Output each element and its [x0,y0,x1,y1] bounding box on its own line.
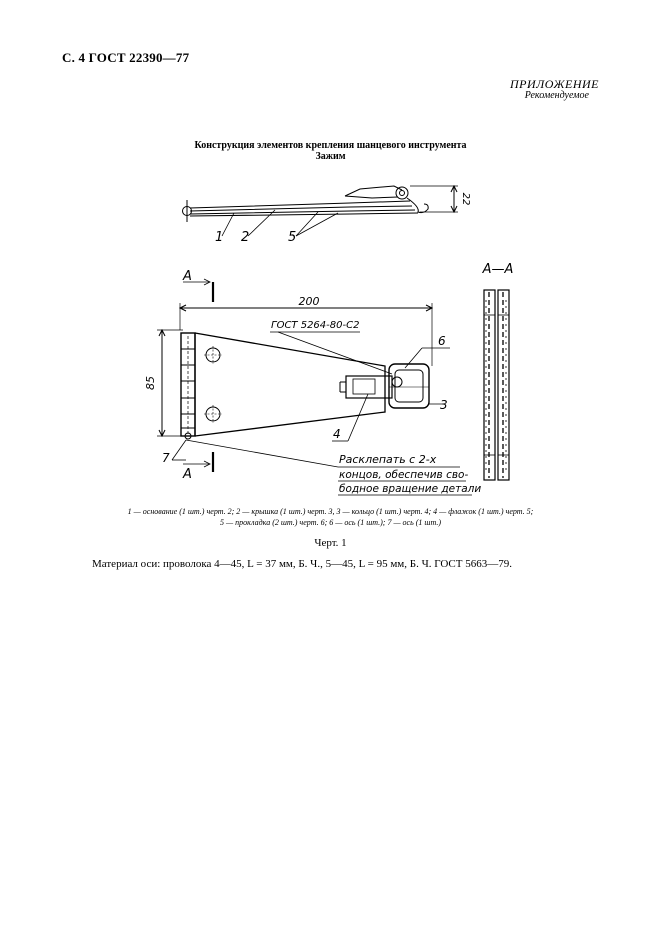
figure-title: Конструкция элементов крепления шанцевого инструмента [194,140,467,151]
appendix-status: Рекомендуемое [524,90,589,101]
dim-85-label: 85 [144,376,157,390]
callout-2: 2 [241,230,250,245]
note-line-3: бодное вращение детали [339,483,482,495]
dim-200-label: 200 [298,295,320,308]
note-line-1: Расклепать с 2-х [339,453,437,466]
section-mark-label-top: А [183,269,192,284]
side-view [183,186,459,236]
callout-5: 5 [288,230,297,245]
side-flag [345,186,402,196]
callout-3: 3 [440,398,448,412]
material-note: Материал оси: проволока 4—45, L = 37 мм, Б. Ч., 5—45, L = 95 мм, Б. Ч. ГОСТ 5663—79. [92,558,512,570]
parts-legend [40,506,621,528]
section-mark-label-bottom: А [183,467,192,482]
figure-subtitle: Зажим [315,151,346,162]
axle [392,377,402,387]
section-aa-view [484,290,509,480]
side-ring [396,187,408,199]
page-header: С. 4 ГОСТ 22390—77 [62,50,190,65]
figure-caption: Черт. 1 [314,537,347,549]
note-leader [186,440,338,467]
callout-6: 6 [438,334,446,348]
section-aa-label: А—А [482,262,514,277]
note-line-2: концов, обеспечив сво- [339,469,469,481]
callout-1: 1 [215,230,224,245]
weld-leader [278,332,392,374]
dim-22-label: 22 [460,192,471,206]
legend-line-1: 1 — основание (1 шт.) черт. 2; 2 — крышка (1 шт.) черт. 3, 3 — кольцо (1 шт.) черт. 4; 4 — флажок (1 шт.) черт. 5; [127,507,534,516]
weld-standard-ref: ГОСТ 5264-80-С2 [271,320,360,331]
legend-line-2: 5 — прокладка (2 шт.) черт. 6; 6 — ось (1 шт.); 7 — ось (1 шт.) [220,518,441,527]
callout-7: 7 [162,451,170,465]
appendix-label: ПРИЛОЖЕНИЕ [510,77,599,91]
callout-4: 4 [333,427,341,441]
